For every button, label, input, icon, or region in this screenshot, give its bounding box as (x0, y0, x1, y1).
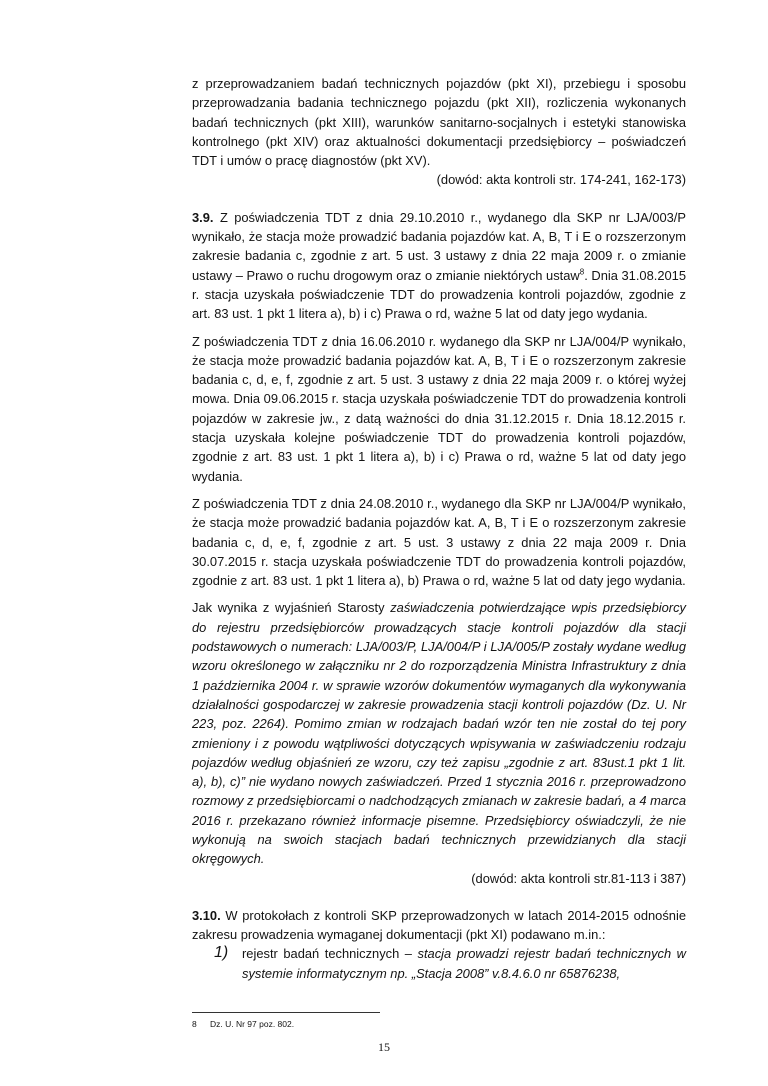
section-number: 3.9. (192, 209, 214, 225)
section-3-10-paragraph: 3.10. W protokołach z kontroli SKP przeprowadzonych w latach 2014-2015 odnośnie zakresu prowadzenia wymaganej dokumentacji (pkt XI) podawano m.in.: (192, 907, 686, 943)
section-3-9-paragraph-1: 3.9. Z poświadczenia TDT z dnia 29.10.2010 r., wydanego dla SKP nr LJA/003/P wynikało, że stacja może prowadzić badania pojazdów kat. A, B, T i E o rozszerzonym zakresie badania c, zgodnie z art. 5 ust. 3 ustawy z dnia 22 maja 2009 r. o zmianie ustawy – Prawo o ruchu drogowym oraz o zmianie niektórych ustaw$^8$. Dnia 31.08.2015 r. stacja uzyskała poświadczenie TDT do prowadzenia kontroli pojazdów, zgodnie z art. 83 ust. 1 pkt 1 litera a), b) i c) Prawa o rd, ważne 5 lat od daty jego wydania. (192, 209, 687, 322)
footnote-text: Dz. U. Nr 97 poz. 802. (210, 1019, 295, 1029)
section-number: 3.10. (192, 907, 221, 923)
footnote-reference: 8 (579, 267, 585, 277)
evidence-note: (dowód: akta kontroli str.81-113 i 387) (471, 870, 686, 886)
document-body (192, 74, 686, 983)
section-3-9-paragraph-4: Jak wynika z wyjaśnień Starosty zaświadczenia potwierdzające wpis przedsiębiorcy do rejestru przedsiębiorców prowadzących stacje kontroli pojazdów dla stacji podstawowych o numerach: LJA/003/P, LJA/004/P i LJA/005/P zostały wydane według wzoru określonego w załączniku nr 2 do rozporządzenia Ministra Infrastruktury z dnia 1 października 2004 r. w sprawie wzorów dokumentów wymaganych dla wykonywania działalności gospodarczej w zakresie prowadzenia stacji kontroli pojazdów (Dz. U. Nr 223, poz. 2264). Pomimo zmian w rodzajach badań wzór ten nie został do tej pory zmieniony i z powodu wątpliwości dotyczących wpisywania w zaświadczeniu rodzaju pojazdów według objaśnień ze wzoru, czy też zapisu „zgodnie z art. 83ust.1 pkt 1 lit. a), b), c)” nie wydano nowych zaświadczeń. Przed 1 stycznia 2016 r. przeprowadzono rozmowy z przedsiębiorcami o nadchodzących zmianach w zakresie badań, a 4 marca 2016 r. przekazano również informacje pisemne. Przedsiębiorcy oświadczyli, że nie wykonują na swoich stacjach badań technicznych przewidzianych dla stacji okręgowych. (192, 600, 686, 867)
footnote (192, 1019, 294, 1030)
page-number: 15 (378, 1040, 390, 1054)
footnote-separator (192, 1012, 380, 1013)
starosta-quote: zaświadczenia potwierdzające wpis przedsiębiorcy do rejestru przedsiębiorców prowadzących stacje kontroli pojazdów dla stacji podstawowych o numerach: LJA/003/P, LJA/004/P i LJA/005/P zostały wydane według wzoru określonego w załączniku nr 2 do rozporządzenia Ministra Infrastruktury z dnia 1 października 2004 r. w sprawie wzorów dokumentów wymaganych dla wykonywania działalności gospodarczej w zakresie prowadzenia stacji kontroli pojazdów (Dz. U. Nr 223, poz. 2264). Pomimo zmian w rodzajach badań wzór ten nie został do tej pory zmieniony i z powodu wątpliwości dotyczących wpisywania w zaświadczeniu rodzaju pojazdów według objaśnień ze wzoru, czy też zapisu „zgodnie z art. 83ust.1 pkt 1 lit. a), b), c)” nie wydano nowych zaświadczeń. Przed 1 stycznia 2016 r. przeprowadzono rozmowy z przedsiębiorcami o nadchodzących zmianach w zakresie badań, a 4 marca 2016 r. przekazano również informacje pisemne. Przedsiębiorcy oświadczyli, że nie wykonują na swoich stacjach badań technicznych przewidzianych dla stacji okręgowych. (192, 600, 686, 867)
section-3-9-paragraph-2: Z poświadczenia TDT z dnia 16.06.2010 r. wydanego dla SKP nr LJA/004/P wynikało, że stacja może prowadzić badania pojazdów kat. A, B, T i E o rozszerzonym zakresie badania c, d, e, f, zgodnie z art. 5 ust. 3 ustawy z dnia 22 maja 2009 r. o której wyżej mowa. Dnia 09.06.2015 r. stacja uzyskała poświadczenie TDT do prowadzenia kontroli pojazdów w zakresie jw., z datą ważności do dnia 31.12.2015 r. Dnia 18.12.2015 r. stacja uzyskała kolejne poświadczenie TDT do prowadzenia kontroli pojazdów, zgodnie z art. 83 ust. 1 pkt 1 litera a), b) i c) Prawa o rd, ważne 5 lat od daty jego wydania. (192, 333, 686, 484)
list-marker: 1) (214, 944, 229, 962)
intro-paragraph: z przeprowadzaniem badań technicznych pojazdów (pkt XI), przebiegu i sposobu przeprowadzania badania technicznego pojazdu (pkt XII), rozliczenia wykonanych badań technicznych (pkt XIII), warunków sanitarno-socjalnych i estetyki stanowiska kontrolnego (pkt XIV) oraz aktualności dokumentacji przedsiębiorcy – poświadczeń TDT i umów o pracę diagnostów (pkt XV). (192, 76, 686, 169)
section-3-9-paragraph-3: Z poświadczenia TDT z dnia 24.08.2010 r., wydanego dla SKP nr LJA/004/P wynikało, że stacja może prowadzić badania pojazdów kat. A, B, T i E o rozszerzonym zakresie badania c, d, e, f, zgodnie z art. 5 ust. 3 ustawy z dnia 22 maja 2009 r. Dnia 30.07.2015 r. stacja uzyskała poświadczenie TDT do prowadzenia kontroli pojazdów, zgodnie z art. 83 ust. 1 pkt 1 litera a), b) Prawa o rd, ważne 5 lat od daty jego wydania. (192, 495, 686, 589)
list-item: 1) rejestr badań technicznych – stacja prowadzi rejestr badań technicznych w systemie informatycznym np. „Stacja 2008” v.8.4.6.0 nr 65876238, (214, 944, 686, 983)
evidence-note: (dowód: akta kontroli str. 174-241, 162-173) (436, 172, 686, 188)
footnote-number: 8 (192, 1019, 197, 1029)
